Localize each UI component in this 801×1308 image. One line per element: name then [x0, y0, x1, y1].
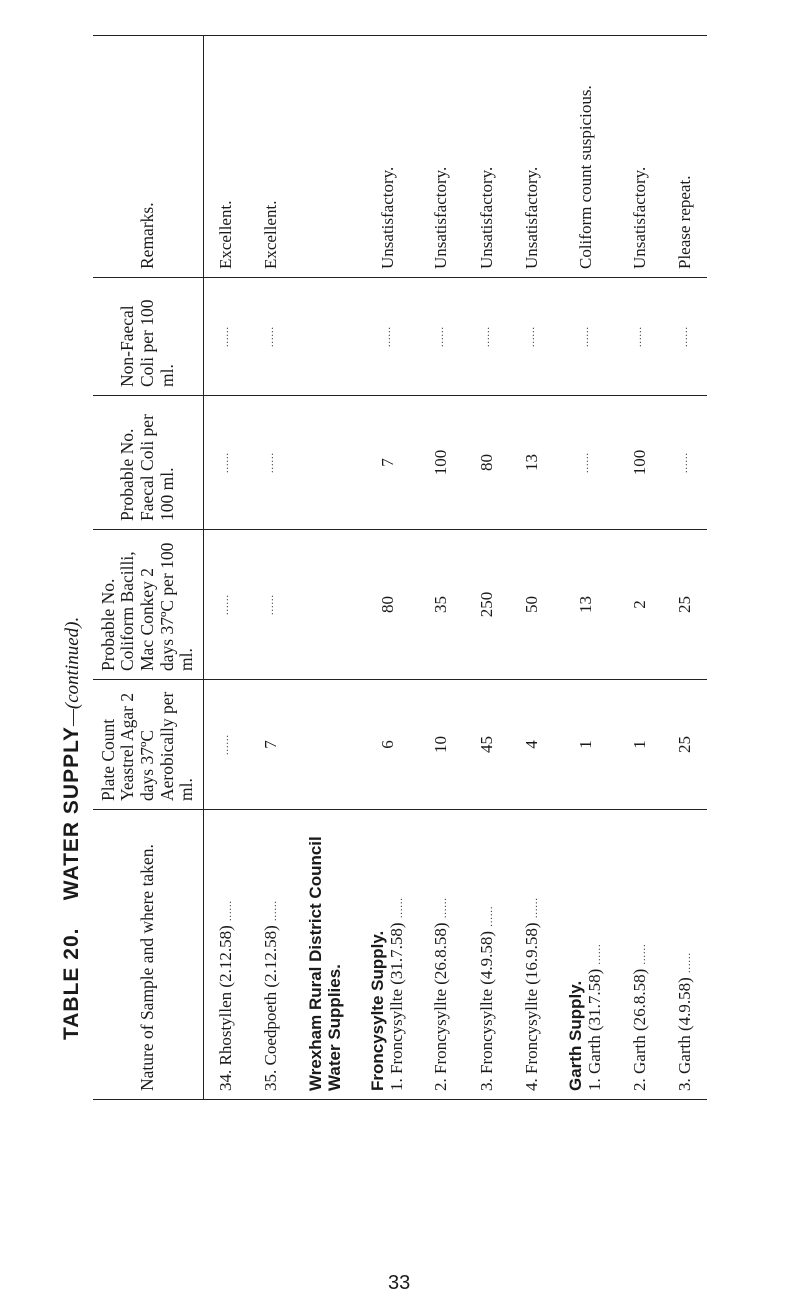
faecal-coli-cell: 13 — [509, 396, 554, 530]
table-row — [616, 36, 661, 1100]
sample-cell — [616, 810, 661, 1100]
plate-count-cell: 1 — [554, 680, 616, 810]
table-row — [554, 36, 616, 1100]
leader-dots: ...... — [592, 943, 604, 965]
plate-count-cell: 1 — [616, 680, 661, 810]
remarks-cell: Coliform count suspicious. — [554, 36, 616, 278]
leader-dots: ...... — [394, 897, 406, 919]
plate-count-cell: 4 — [509, 680, 554, 810]
coliform-cell: 25 — [662, 530, 707, 680]
table-row — [662, 36, 707, 1100]
table-row — [203, 36, 248, 1100]
sample-cell — [509, 810, 554, 1100]
empty-cell — [293, 396, 355, 530]
section-heading: Wrexham Rural District Council Water Supplies. — [293, 810, 355, 1100]
remarks-cell: Please repeat. — [662, 36, 707, 278]
header-nature: Nature of Sample and where taken. — [93, 810, 203, 1100]
plate-count-cell: 10 — [418, 680, 463, 810]
remarks-cell: Unsatisfactory. — [464, 36, 509, 278]
leader-dots: ...... — [483, 905, 495, 927]
header-coliform: Probable No. Coliform Bacilli, Mac Conkey 2 days 37ºC per 100 ml. — [93, 530, 203, 680]
coliform-cell: ...... — [248, 530, 293, 680]
sample-cell — [356, 810, 418, 1100]
coliform-cell: 50 — [509, 530, 554, 680]
sample-name: 4. Froncysyllte (16.9.58) — [521, 922, 541, 1091]
header-faecal-coli: Probable No. Faecal Coli per 100 ml. — [93, 396, 203, 530]
non-faecal-coli-cell: ...... — [554, 278, 616, 396]
table-row — [509, 36, 554, 1100]
supply-heading: Froncysylte Supply. — [368, 930, 388, 1091]
sample-name: 35. Coedpoeth (2.12.58) — [261, 925, 281, 1091]
sample-cell — [248, 810, 293, 1100]
plate-count-cell: 45 — [464, 680, 509, 810]
sample-name: 2. Garth (26.8.58) — [629, 968, 649, 1091]
remarks-cell: Excellent. — [248, 36, 293, 278]
faecal-coli-cell: 100 — [616, 396, 661, 530]
table-row — [356, 36, 418, 1100]
table-row — [418, 36, 463, 1100]
plate-count-cell: 7 — [248, 680, 293, 810]
faecal-coli-cell: 100 — [418, 396, 463, 530]
sample-name: 2. Froncysyllte (26.8.58) — [431, 922, 451, 1091]
coliform-cell: 2 — [616, 530, 661, 680]
remarks-cell: Unsatisfactory. — [356, 36, 418, 278]
non-faecal-coli-cell: ...... — [464, 278, 509, 396]
sample-name: 1. Froncysyllte (31.7.58) — [387, 922, 407, 1091]
leader-dots: ...... — [681, 951, 693, 973]
sample-cell — [418, 810, 463, 1100]
empty-cell — [293, 36, 355, 278]
leader-dots: ...... — [268, 900, 280, 922]
table-row — [464, 36, 509, 1100]
coliform-cell: 80 — [356, 530, 418, 680]
leader-dots: ...... — [636, 943, 648, 965]
non-faecal-coli-cell: ...... — [356, 278, 418, 396]
coliform-cell: ...... — [203, 530, 248, 680]
header-remarks: Remarks. — [93, 36, 203, 278]
remarks-cell: Unsatisfactory. — [509, 36, 554, 278]
sample-name: 3. Froncysyllte (4.9.58) — [476, 930, 496, 1091]
coliform-cell: 250 — [464, 530, 509, 680]
continued-note: —(continued). — [62, 616, 83, 726]
non-faecal-coli-cell: ...... — [418, 278, 463, 396]
sample-name: 3. Garth (4.9.58) — [674, 977, 694, 1091]
remarks-cell: Unsatisfactory. — [418, 36, 463, 278]
table-label: TABLE 20. — [60, 927, 83, 1040]
remarks-cell: Excellent. — [203, 36, 248, 278]
empty-cell — [293, 278, 355, 396]
plate-count-cell: ...... — [203, 680, 248, 810]
sample-cell — [662, 810, 707, 1100]
sample-name: 34. Rhostyllen (2.12.58) — [216, 925, 236, 1091]
coliform-cell: 13 — [554, 530, 616, 680]
header-plate-count: Plate Count Yeastrel Agar 2 days 37ºC Aerobically per ml. — [93, 680, 203, 810]
leader-dots: ...... — [528, 897, 540, 919]
supply-heading: Garth Supply. — [566, 980, 586, 1091]
non-faecal-coli-cell: ...... — [662, 278, 707, 396]
sample-name: 1. Garth (31.7.58) — [585, 968, 605, 1091]
faecal-coli-cell: 7 — [356, 396, 418, 530]
faecal-coli-cell: ...... — [248, 396, 293, 530]
remarks-cell: Unsatisfactory. — [616, 36, 661, 278]
faecal-coli-cell: ...... — [554, 396, 616, 530]
table-row — [248, 36, 293, 1100]
table-title: WATER SUPPLY — [60, 725, 83, 901]
coliform-cell: 35 — [418, 530, 463, 680]
non-faecal-coli-cell: ...... — [248, 278, 293, 396]
faecal-coli-cell: ...... — [662, 396, 707, 530]
section-row — [293, 36, 355, 1100]
rotated-table-container — [93, 36, 707, 1100]
sample-cell — [554, 810, 616, 1100]
faecal-coli-cell: ...... — [203, 396, 248, 530]
faecal-coli-cell: 80 — [464, 396, 509, 530]
leader-dots: ...... — [438, 897, 450, 919]
non-faecal-coli-cell: ...... — [203, 278, 248, 396]
non-faecal-coli-cell: ...... — [616, 278, 661, 396]
plate-count-cell: 25 — [662, 680, 707, 810]
table-body — [203, 36, 707, 1100]
empty-cell — [293, 680, 355, 810]
non-faecal-coli-cell: ...... — [509, 278, 554, 396]
leader-dots: ...... — [223, 900, 235, 921]
empty-cell — [293, 530, 355, 680]
page-number: 33 — [388, 1272, 411, 1294]
sample-cell — [203, 810, 248, 1100]
plate-count-cell: 6 — [356, 680, 418, 810]
header-non-faecal-coli: Non-Faecal Coli per 100 ml. — [93, 278, 203, 396]
sample-cell — [464, 810, 509, 1100]
water-supply-table — [93, 35, 707, 1100]
